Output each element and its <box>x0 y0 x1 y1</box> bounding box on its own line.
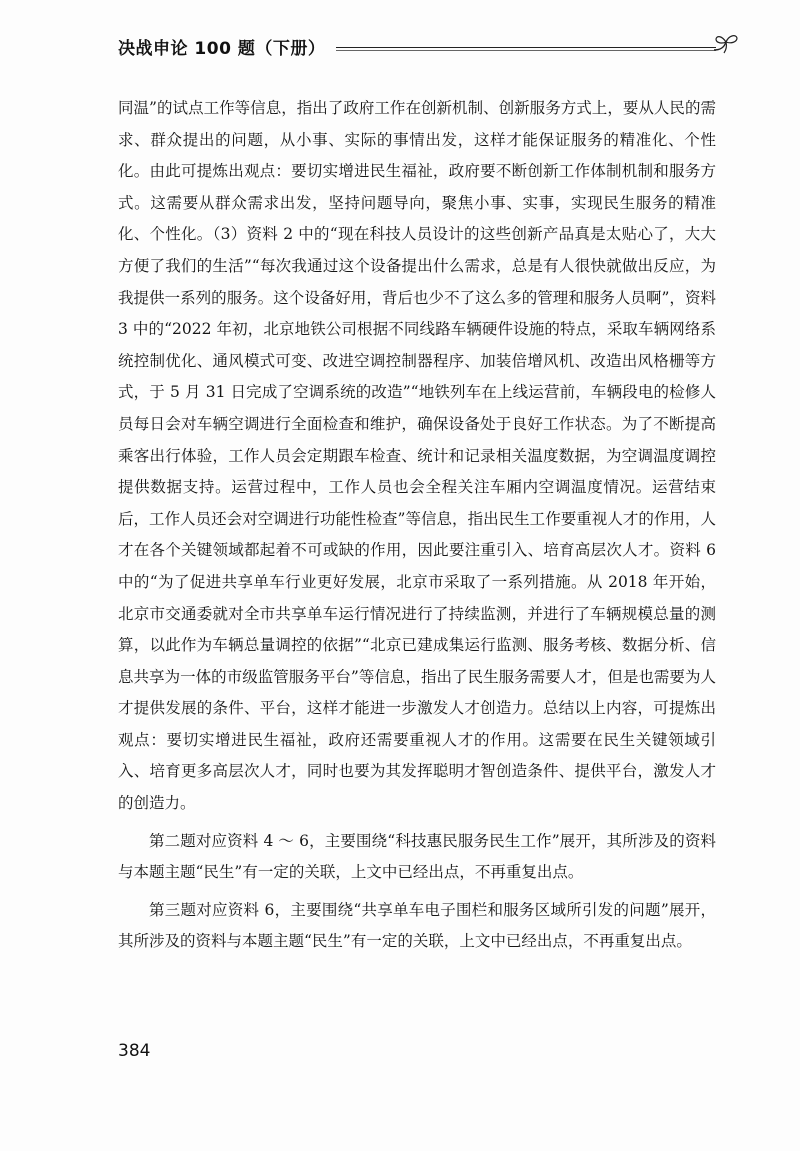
paragraph-3: 第三题对应资料 6，主要围绕“共享单车电子围栏和服务区域所引发的问题”展开，其所涉及的资料与本题主题“民生”有一定的关联，上文中已经出点，不再重复出点。 <box>118 900 716 951</box>
sprout-icon <box>710 32 740 56</box>
paragraph-1: 同温”的试点工作等信息，指出了政府工作在创新机制、创新服务方式上，要从人民的需求、群众提出的问题，从小事、实际的事情出发，这样才能保证服务的精准化、个性化。由此可提炼出观点：要切实增进民生福祉，政府要不断创新工作体制机制和服务方式。这需要从群众需求出发，坚持问题导向，聚焦小事、实事，实现民生服务的精准化、个性化。（3）资料 2 中的“现在科技人员设计的这些创新产品真是太贴心了，大大方便了我们的生活”“每次我通过这个设备提出什么需求，总是有人很快就做出反应，为我提供一系列的服务。这个设备好用，背后也少不了这么多的管理和服务人员啊”，资料 3 中的“2022 年初，北京地铁公司根据不同线路车辆硬件设施的特点，采取车辆网络系统控制优化、通风模式可变、改进空调控制器程序、加装倍增风机、改造出风格栅等方式，于 5 月 31 日完成了空调系统的改造”“地铁列车在上线运营前，车辆段电的检修人员每日会对车辆空调进行全面检查和维护，确保设备处于良好工作状态。为了不断提高乘客出行体验，工作人员会定期跟车检查、统计和记录相关温度数据，为空调温度调控提供数据支持。运营过程中，工作人员也会全程关注车厢内空调温度情况。运营结束后，工作人员还会对空调进行功能性检查”等信息，指出民生工作要重视人才的作用，人才在各个关键领域都起着不可或缺的作用，因此要注重引入、培育高层次人才。资料 6 中的“为了促进共享单车行业更好发展，北京市采取了一系列措施。从 2018 年开始，北京市交通委就对全市共享单车运行情况进行了持续监测，并进行了车辆规模总量的测算，以此作为车辆总量调控的依据”“北京已建成集运行监测、服务考核、数据分析、信息共享为一体的市级监管服务平台”等信息，指出了民生服务需要人才，但是也需要为人才提供发展的条件、平台，这样才能进一步激发人才创造力。总结以上内容，可提炼出观点：要切实增进民生福祉，政府还需要重视人才的作用。这需要在民生关键领域引入、培育更多高层次人才，同时也要为其发挥聪明才智创造条件、提供平台，激发人才的创造力。 <box>118 99 716 813</box>
running-header <box>118 30 728 60</box>
page-number: 384 <box>118 1041 151 1061</box>
body-text <box>118 93 716 958</box>
header-title: 决战申论 100 题（下册） <box>118 39 326 59</box>
header-rule <box>336 47 716 48</box>
paragraph-2: 第二题对应资料 4 ～ 6，主要围绕“科技惠民服务民生工作”展开，其所涉及的资料与本题主题“民生”有一定的关联，上文中已经出点，不再重复出点。 <box>118 831 716 882</box>
header-rule-thin <box>336 50 716 51</box>
